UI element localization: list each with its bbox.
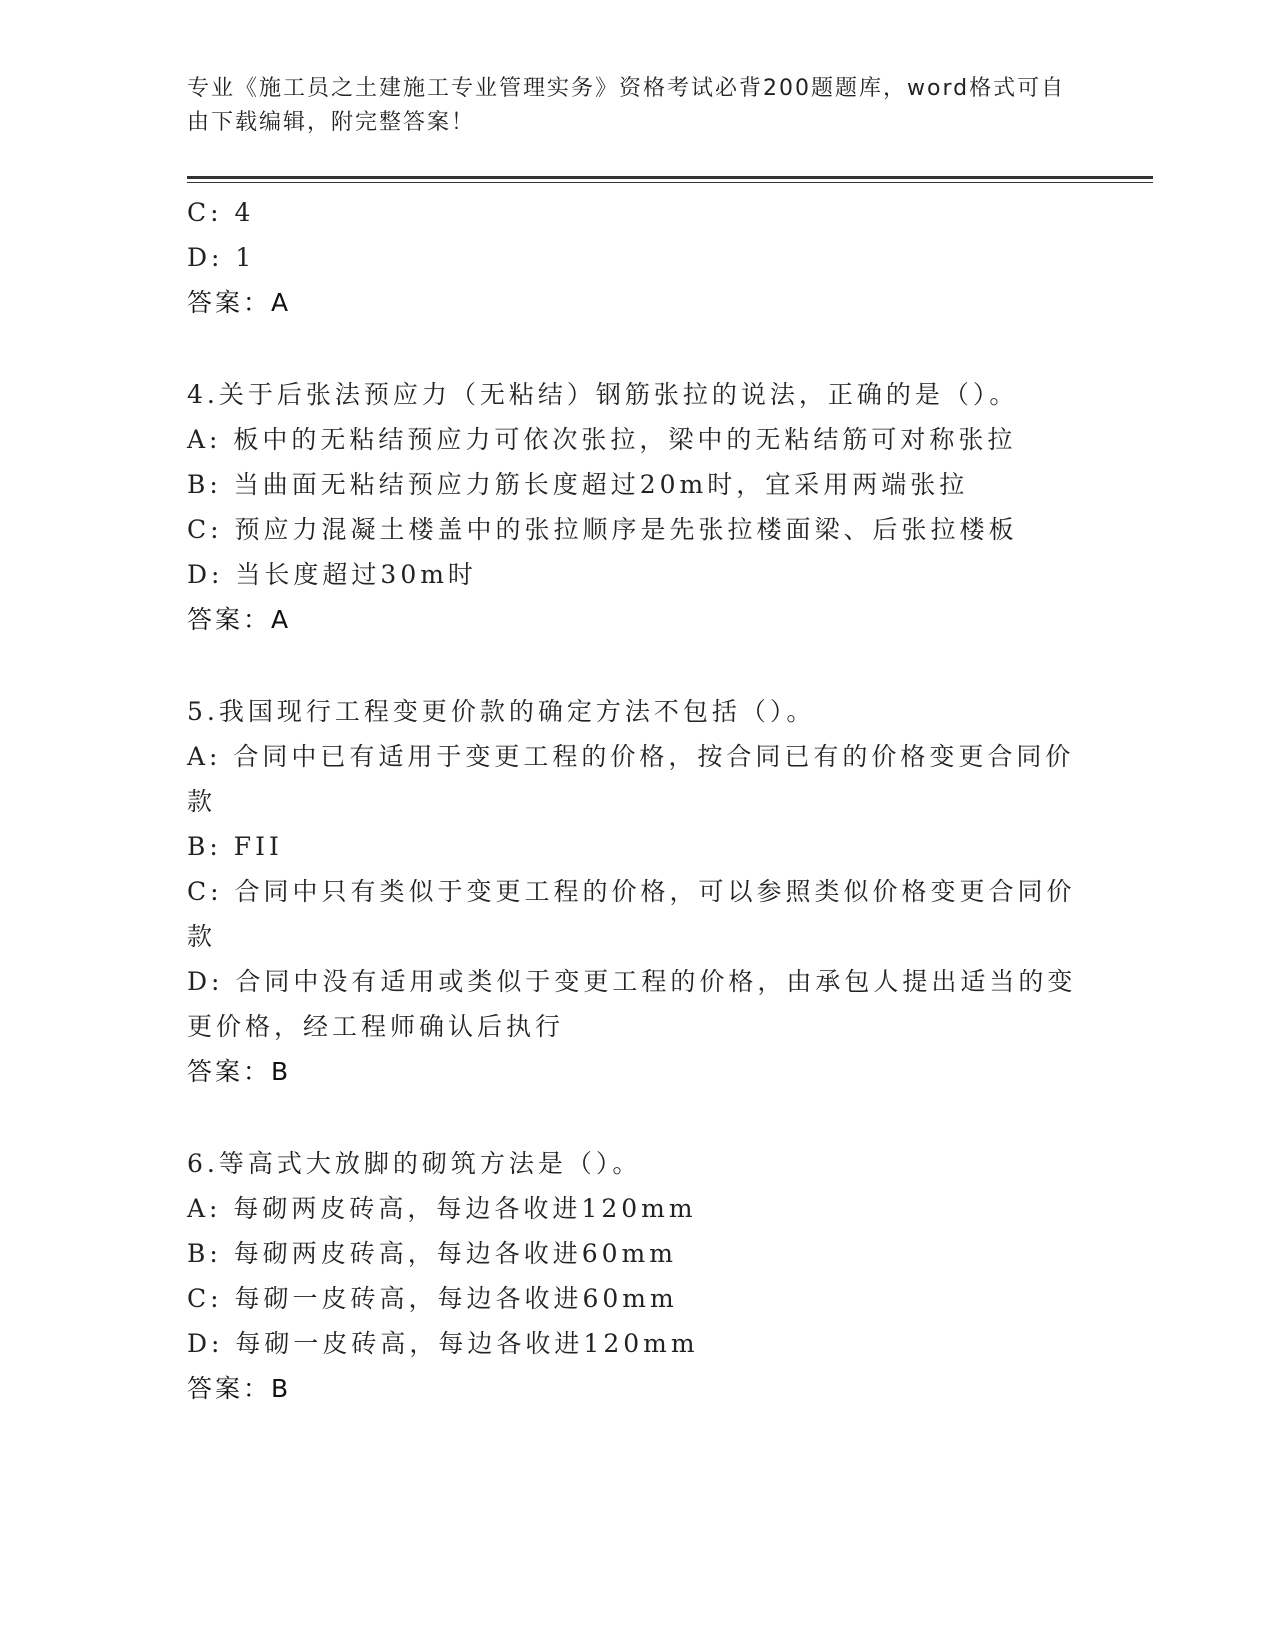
option-c: C: 预应力混凝土楼盖中的张拉顺序是先张拉楼面梁、后张拉楼板 [187, 515, 1018, 544]
option-a-continued: 款 [187, 787, 217, 816]
option-b: B: FII [187, 832, 283, 861]
question-5 [187, 689, 1077, 1094]
option-c: C: 每砌一皮砖高，每边各收进60mm [187, 1284, 678, 1313]
answer: 答案：B [187, 1374, 292, 1403]
option-a: A: 板中的无粘结预应力可依次张拉，梁中的无粘结筋可对称张拉 [187, 425, 1017, 454]
option-d: D: 当长度超过30m时 [187, 560, 477, 589]
prev-question-tail [187, 190, 1077, 325]
answer: 答案：A [187, 605, 292, 634]
spacer [187, 1094, 1077, 1141]
question-stem: 6.等高式大放脚的砌筑方法是（）。 [187, 1149, 642, 1178]
question-4 [187, 372, 1077, 642]
question-list [187, 190, 1077, 1411]
option-d-continued: 更价格，经工程师确认后执行 [187, 1012, 565, 1041]
option-b: B: 当曲面无粘结预应力筋长度超过20m时，宜采用两端张拉 [187, 470, 969, 499]
option-d: D: 合同中没有适用或类似于变更工程的价格，由承包人提出适当的变 [187, 967, 1077, 996]
spacer [187, 642, 1077, 689]
option-b: B: 每砌两皮砖高，每边各收进60mm [187, 1239, 677, 1268]
answer: 答案：A [187, 288, 292, 317]
question-stem: 5.我国现行工程变更价款的确定方法不包括（）。 [187, 697, 816, 726]
spacer [187, 325, 1077, 372]
document-header [187, 72, 1087, 140]
answer: 答案：B [187, 1057, 292, 1086]
option-d: D: 1 [187, 243, 256, 272]
header-title: 专业《施工员之土建施工专业管理实务》资格考试必背200题题库，word格式可自由下载编辑，附完整答案！ [187, 76, 1066, 135]
option-c: C: 4 [187, 198, 255, 227]
option-c: C: 合同中只有类似于变更工程的价格，可以参照类似价格变更合同价 [187, 877, 1076, 906]
header-divider-thin [187, 182, 1153, 183]
option-d: D: 每砌一皮砖高，每边各收进120mm [187, 1329, 699, 1358]
option-a: A: 每砌两皮砖高，每边各收进120mm [187, 1194, 697, 1223]
option-a: A: 合同中已有适用于变更工程的价格，按合同已有的价格变更合同价 [187, 742, 1075, 771]
header-divider-thick [187, 176, 1153, 179]
question-stem: 4.关于后张法预应力（无粘结）钢筋张拉的说法，正确的是（）。 [187, 380, 1019, 409]
option-c-continued: 款 [187, 922, 217, 951]
question-6 [187, 1141, 1077, 1411]
